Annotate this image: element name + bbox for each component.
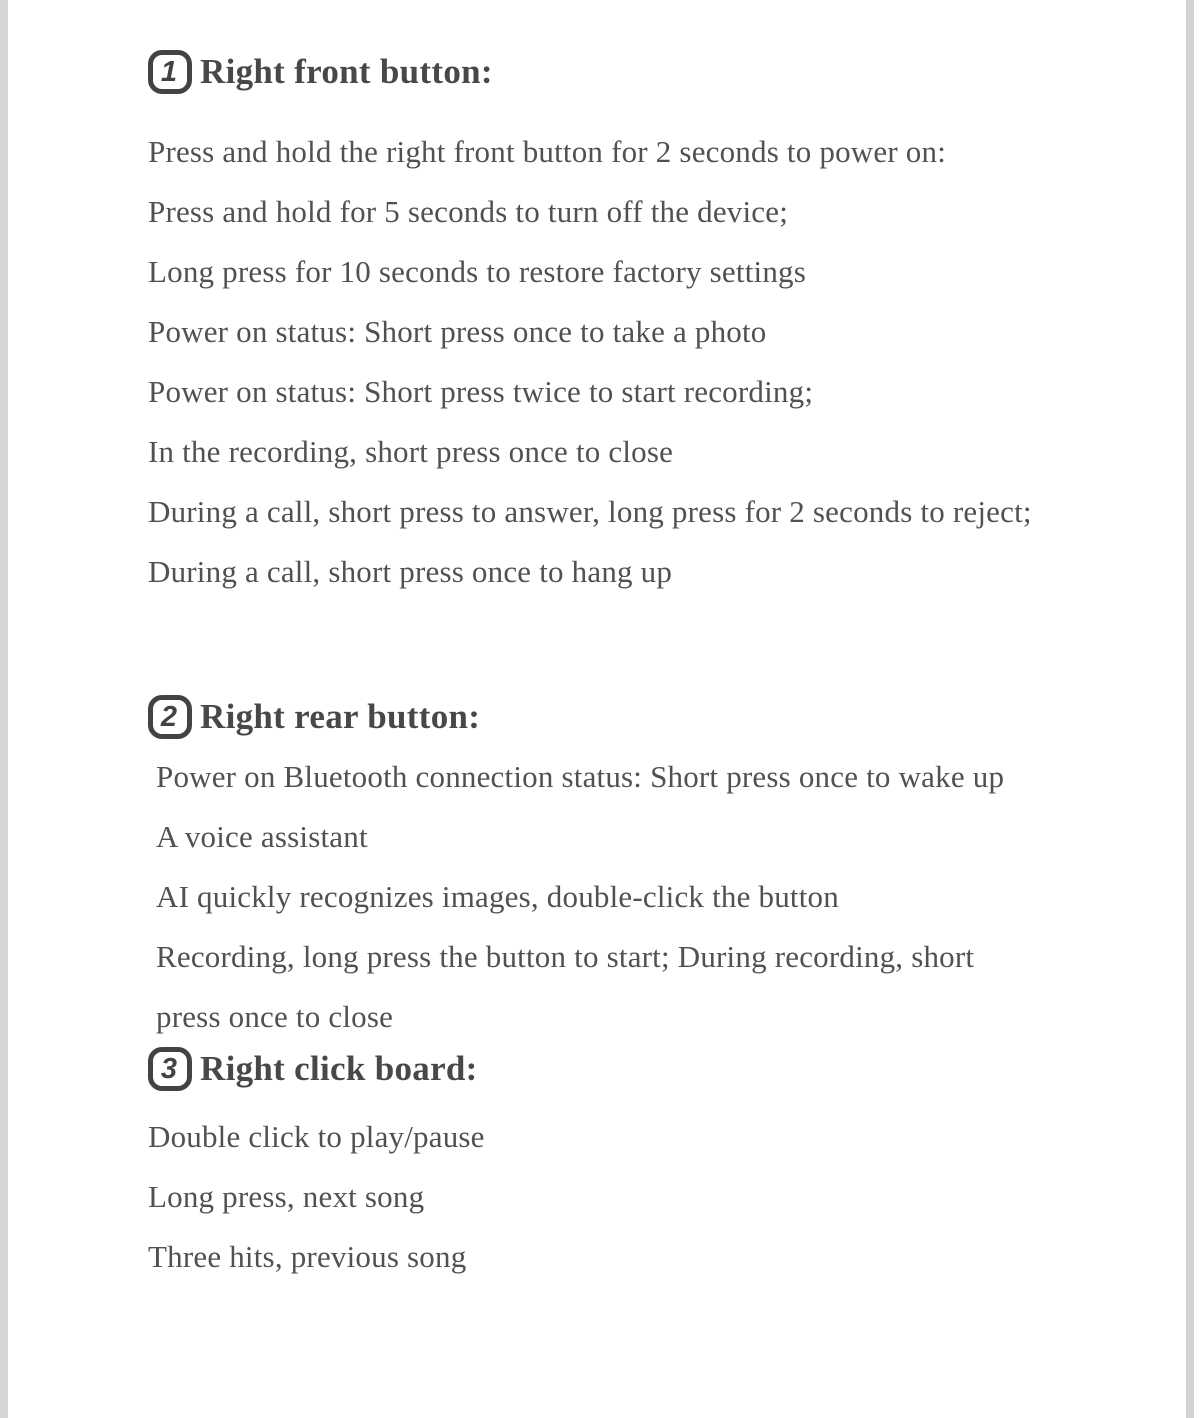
section-heading: [148, 695, 1193, 739]
section-body: [148, 122, 1193, 602]
instruction-line: Power on status: Short press twice to start recording;: [148, 374, 814, 409]
instruction-line: Three hits, previous song: [148, 1239, 467, 1274]
instruction-line: Power on status: Short press once to take a photo: [148, 314, 767, 349]
section-number: 3: [160, 1052, 178, 1085]
instruction-line: AI quickly recognizes images, double-click the button: [156, 879, 839, 914]
section-title: Right front button:: [200, 52, 493, 91]
section-title: Right rear button:: [200, 697, 481, 736]
instruction-section-2: [148, 695, 1193, 1047]
section-title: Right click board:: [200, 1049, 478, 1088]
instruction-line: Press and hold for 5 seconds to turn off the device;: [148, 194, 789, 229]
instruction-line: Recording, long press the button to start; During recording, short: [156, 939, 975, 974]
instruction-line: Power on Bluetooth connection status: Short press once to wake up: [156, 759, 1005, 794]
number-badge-icon: [148, 1047, 192, 1091]
instruction-line: Long press for 10 seconds to restore factory settings: [148, 254, 806, 289]
section-body: [148, 747, 1193, 1047]
instruction-section-3: [148, 1047, 1193, 1287]
instruction-line: A voice assistant: [156, 819, 368, 854]
instruction-document: [148, 50, 1193, 1287]
section-heading: [148, 1047, 1193, 1091]
instruction-line: During a call, short press to answer, long press for 2 seconds to reject;: [148, 494, 1032, 529]
instruction-section-1: [148, 50, 1193, 602]
number-badge-icon: [148, 695, 192, 739]
instruction-line: During a call, short press once to hang up: [148, 554, 673, 589]
section-heading: [148, 50, 1193, 94]
instruction-line: In the recording, short press once to close: [148, 434, 674, 469]
instruction-line: Long press, next song: [148, 1179, 425, 1214]
section-number: 2: [160, 700, 178, 733]
page-left-border: [0, 0, 8, 1418]
instruction-line: Double click to play/pause: [148, 1119, 485, 1154]
section-number: 1: [160, 55, 178, 88]
instruction-line: Press and hold the right front button for 2 seconds to power on:: [148, 134, 947, 169]
section-body: [148, 1107, 1193, 1287]
instruction-line: press once to close: [156, 999, 394, 1034]
number-badge-icon: [148, 50, 192, 94]
